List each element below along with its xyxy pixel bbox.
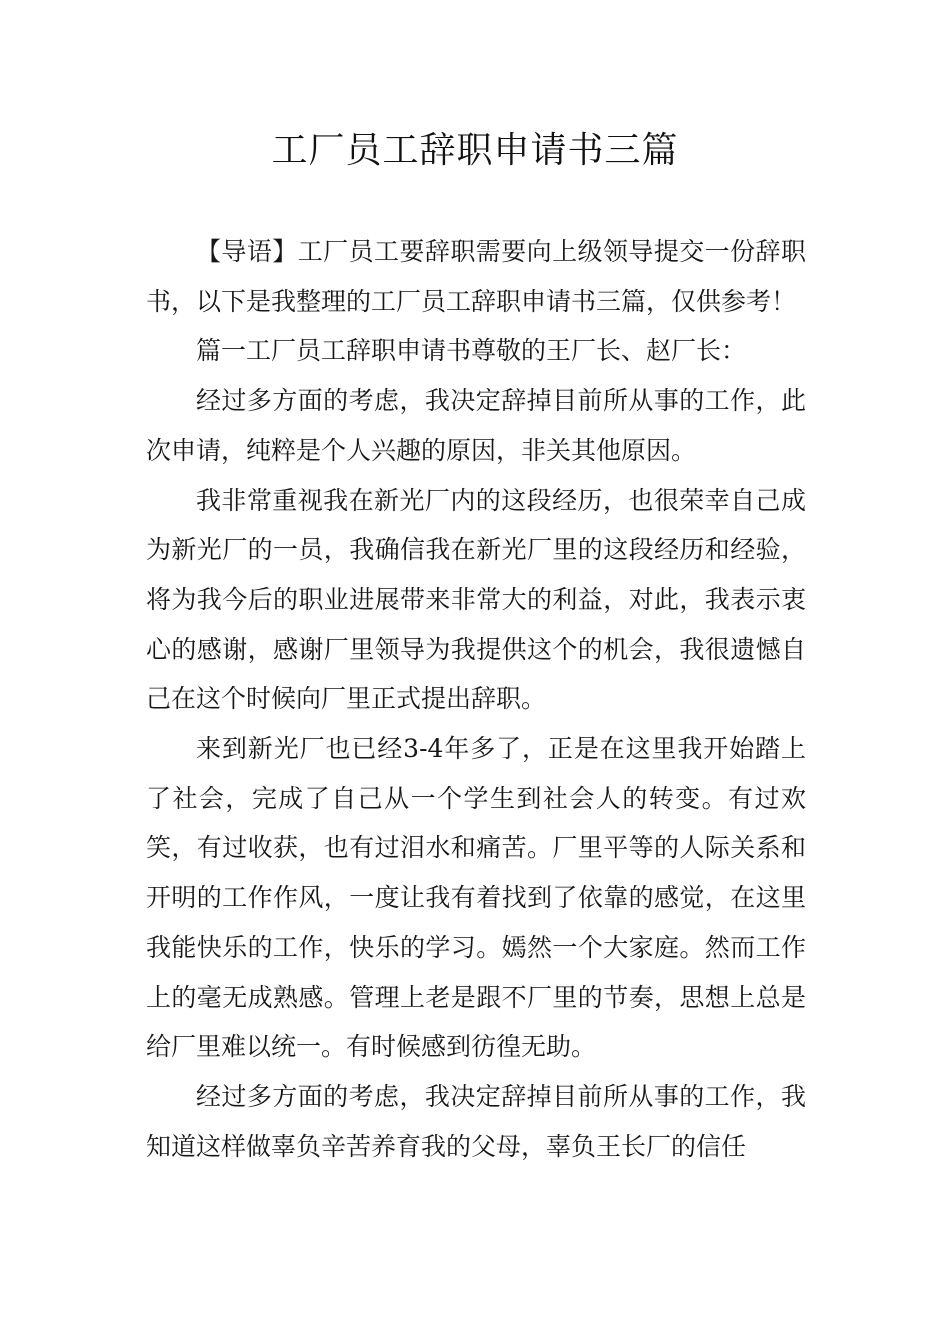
document-title: 工厂员工辞职申请书三篇 bbox=[271, 130, 679, 171]
body-paragraph: 我非常重视我在新光厂内的这段经历，也很荣幸自己成为新光厂的一员，我确信我在新光厂里的这段经历和经验，将为我今后的职业进展带来非常大的利益，对此，我表示衷心的感谢，感谢厂里领导为我提供这个的机会，我很遗憾自己在这个时候向厂里正式提出辞职。 bbox=[146, 485, 806, 714]
intro-paragraph: 【导语】工厂员工要辞职需要向上级领导提交一份辞职书，以下是我整理的工厂员工辞职申请书三篇，仅供参考！ bbox=[146, 237, 806, 316]
body-paragraph: 经过多方面的考虑，我决定辞掉目前所从事的工作，我知道这样做辜负辛苦养育我的父母，辜负王长厂的信任 bbox=[146, 1081, 806, 1161]
document-body bbox=[146, 227, 806, 1171]
section-heading-paragraph: 篇一工厂员工辞职申请书尊敬的王厂长、赵厂长： bbox=[196, 336, 747, 366]
body-paragraph: 来到新光厂也已经3-4年多了，正是在这里我开始踏上了社会，完成了自己从一个学生到社会人的转变。有过欢笑，有过收获，也有过泪水和痛苦。厂里平等的人际关系和开明的工作作风，一度让我有着找到了依靠的感觉，在这里我能快乐的工作，快乐的学习。嫣然一个大家庭。然而工作上的毫无成熟感。管理上老是跟不厂里的节奏，思想上总是给厂里难以统一。有时候感到彷徨无助。 bbox=[146, 734, 806, 1062]
body-paragraph: 经过多方面的考虑，我决定辞掉目前所从事的工作，此次申请，纯粹是个人兴趣的原因，非关其他原因。 bbox=[146, 386, 806, 465]
